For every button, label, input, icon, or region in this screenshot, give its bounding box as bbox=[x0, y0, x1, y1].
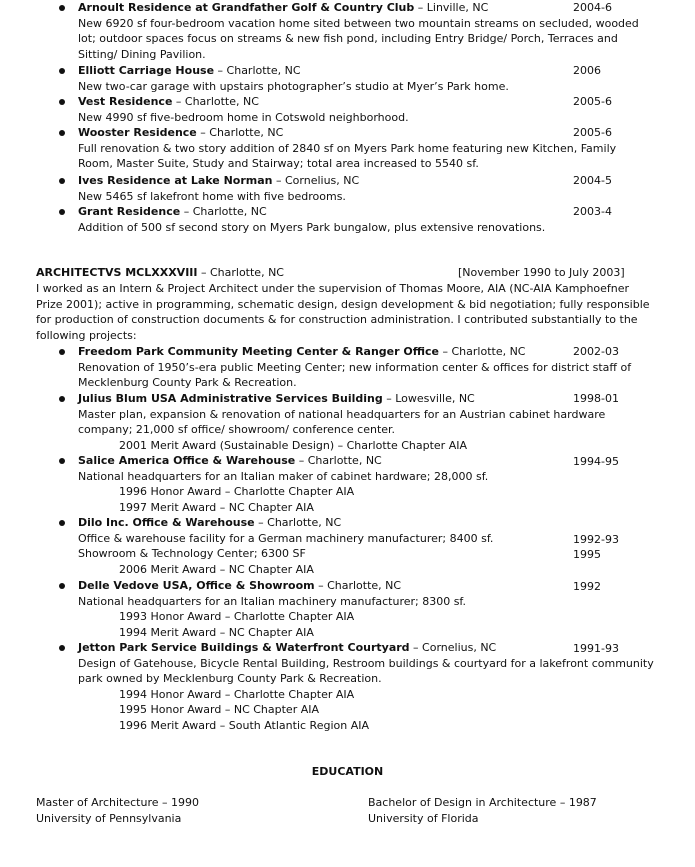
bullet-icon bbox=[59, 396, 65, 402]
award: 1996 Honor Award – Charlotte Chapter AIA bbox=[119, 485, 355, 499]
project-description: Room, Master Suite, Study and Stairway; total area increased to 5540 sf. bbox=[78, 157, 479, 171]
project-date: 1992 bbox=[573, 580, 601, 593]
project-date: 1992-93 bbox=[573, 532, 619, 546]
project-description: New 5465 sf lakefront home with five bedrooms. bbox=[78, 189, 346, 203]
project-description: Design of Gatehouse, Bicycle Rental Building, Restroom buildings & courtyard for a lakefront community bbox=[78, 656, 654, 670]
bullet-icon bbox=[59, 99, 65, 105]
award: 1994 Honor Award – Charlotte Chapter AIA bbox=[119, 687, 355, 701]
bullet-icon bbox=[59, 583, 65, 589]
firm-intro: I worked as an Intern & Project Architect under the supervision of Thomas Moore, AIA (NC-AIA Kamphoefner bbox=[36, 282, 630, 295]
project-description: National headquarters for an Italian machinery manufacturer; 8300 sf. bbox=[78, 594, 467, 608]
project-title: Salice America Office & Warehouse – Charlotte, NC bbox=[78, 454, 382, 467]
bullet-icon bbox=[59, 458, 65, 464]
project-description: lot; outdoor spaces focus on streams & new fish pond, including Entry Bridge/ Porch, Terraces and bbox=[78, 32, 618, 46]
project-title: Vest Residence – Charlotte, NC bbox=[78, 95, 259, 108]
bullet-icon bbox=[59, 178, 65, 184]
degree: Master of Architecture – 1990 bbox=[36, 796, 199, 809]
project-date: 1995 bbox=[573, 548, 601, 562]
project-title: Elliott Carriage House – Charlotte, NC bbox=[78, 64, 301, 77]
project-title: Grant Residence – Charlotte, NC bbox=[78, 205, 267, 218]
firm-intro: Prize 2001); active in programming, schematic design, design development & bid negotiation; fully responsible bbox=[36, 297, 650, 311]
project-description: National headquarters for an Italian maker of cabinet hardware; 28,000 sf. bbox=[78, 469, 489, 483]
project-description: Master plan, expansion & renovation of national headquarters for an Austrian cabinet hardware bbox=[78, 407, 606, 421]
award: 1993 Honor Award – Charlotte Chapter AIA bbox=[119, 610, 355, 624]
award: 1994 Merit Award – NC Chapter AIA bbox=[119, 625, 314, 639]
project-description: Sitting/ Dining Pavilion. bbox=[78, 47, 206, 61]
project-description: Renovation of 1950’s-era public Meeting Center; new information center & offices for district staff of bbox=[78, 360, 632, 374]
firm-intro: following projects: bbox=[36, 328, 137, 342]
project-description: Addition of 500 sf second story on Myers Park bungalow, plus extensive renovations. bbox=[78, 220, 546, 234]
project-description: park owned by Mecklenburg County Park & Recreation. bbox=[78, 672, 382, 686]
school: University of Pennsylvania bbox=[36, 811, 182, 825]
project-description: New 6920 sf four-bedroom vacation home sited between two mountain streams on secluded, wooded bbox=[78, 16, 639, 30]
degree: Bachelor of Design in Architecture – 1987 bbox=[368, 796, 597, 809]
award: 2001 Merit Award (Sustainable Design) – Charlotte Chapter AIA bbox=[119, 438, 467, 452]
project-title: Julius Blum USA Administrative Services Building – Lowesville, NC bbox=[78, 392, 475, 405]
project-title: Freedom Park Community Meeting Center & Ranger Office – Charlotte, NC bbox=[78, 345, 526, 358]
project-date: 1994-95 bbox=[573, 455, 619, 468]
bullet-icon bbox=[59, 130, 65, 136]
project-description: New two-car garage with upstairs photographer’s studio at Myer’s Park home. bbox=[78, 79, 509, 93]
bullet-icon bbox=[59, 209, 65, 215]
project-title: Dilo Inc. Office & Warehouse – Charlotte, NC bbox=[78, 516, 342, 529]
firm-intro: for production of construction documents & for construction administration. I contributed substantially to the bbox=[36, 313, 638, 327]
project-description: Office & warehouse facility for a German machinery manufacturer; 8400 sf. bbox=[78, 531, 494, 545]
project-date: 2004-6 bbox=[573, 1, 612, 14]
project-date: 1998-01 bbox=[573, 392, 619, 405]
project-date: 2005-6 bbox=[573, 126, 612, 139]
project-description: New 4990 sf five-bedroom home in Cotswold neighborhood. bbox=[78, 110, 409, 124]
award: 1996 Merit Award – South Atlantic Region AIA bbox=[119, 719, 369, 732]
firm-dates: [November 1990 to July 2003] bbox=[458, 266, 625, 279]
project-title: Delle Vedove USA, Office & Showroom – Charlotte, NC bbox=[78, 579, 402, 592]
award: 2006 Merit Award – NC Chapter AIA bbox=[119, 562, 314, 576]
bullet-icon bbox=[59, 349, 65, 355]
bullet-icon bbox=[59, 645, 65, 651]
bullet-icon bbox=[59, 520, 65, 526]
project-date: 2003-4 bbox=[573, 205, 612, 218]
award: 1995 Honor Award – NC Chapter AIA bbox=[119, 703, 320, 717]
project-description: Mecklenburg County Park & Recreation. bbox=[78, 376, 297, 390]
bullet-icon bbox=[59, 68, 65, 74]
project-title: Wooster Residence – Charlotte, NC bbox=[78, 126, 284, 139]
bullet-icon bbox=[59, 5, 65, 11]
project-description: Full renovation & two story addition of 2840 sf on Myers Park home featuring new Kitchen, Family bbox=[78, 141, 617, 155]
project-date: 2002-03 bbox=[573, 345, 619, 358]
project-date: 2004-5 bbox=[573, 174, 612, 187]
project-title: Arnoult Residence at Grandfather Golf & Country Club – Linville, NC bbox=[78, 1, 489, 14]
firm-heading: ARCHITECTVS MCLXXXVIII – Charlotte, NC bbox=[36, 266, 284, 279]
project-description: Showroom & Technology Center; 6300 SF bbox=[78, 547, 306, 561]
school: University of Florida bbox=[368, 811, 479, 825]
project-title: Jetton Park Service Buildings & Waterfront Courtyard – Cornelius, NC bbox=[78, 641, 497, 654]
award: 1997 Merit Award – NC Chapter AIA bbox=[119, 500, 314, 514]
project-date: 1991-93 bbox=[573, 642, 619, 655]
project-description: company; 21,000 sf office/ showroom/ conference center. bbox=[78, 423, 396, 437]
project-title: Ives Residence at Lake Norman – Cornelius, NC bbox=[78, 174, 360, 187]
education-heading: EDUCATION bbox=[311, 765, 384, 778]
project-date: 2006 bbox=[573, 64, 601, 77]
project-date: 2005-6 bbox=[573, 95, 612, 108]
